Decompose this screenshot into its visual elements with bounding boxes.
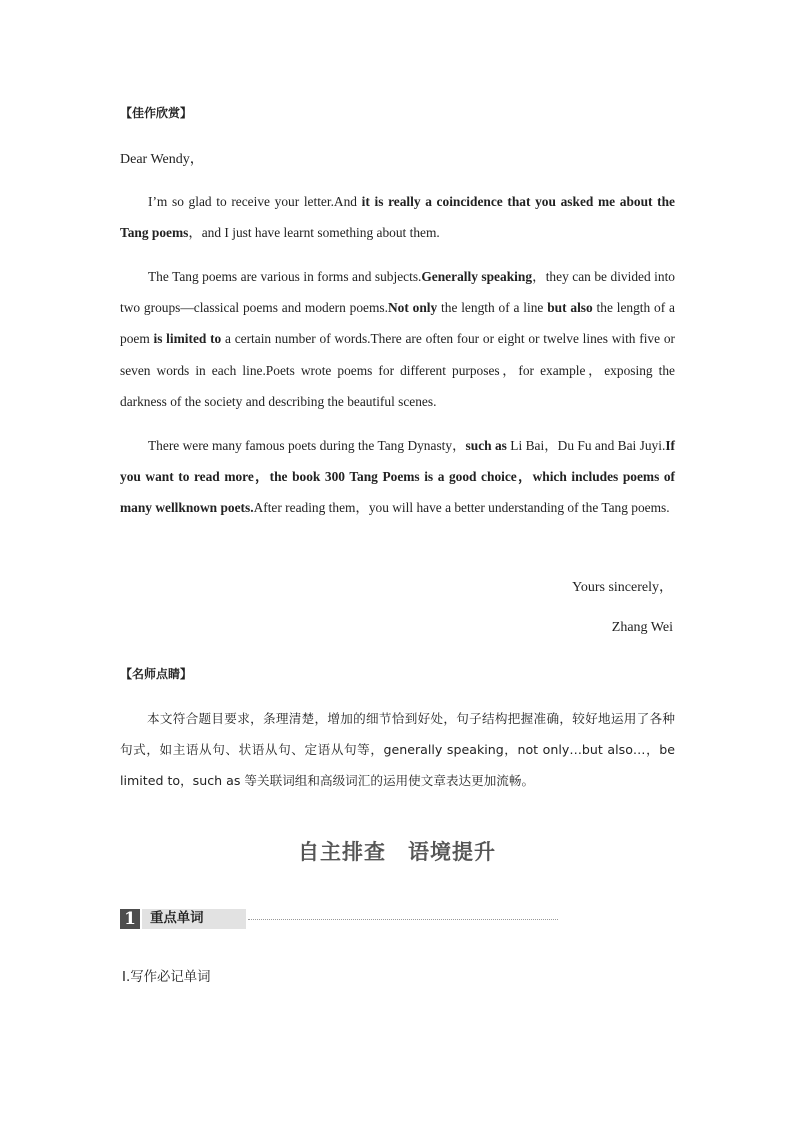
text-run: After reading them，you will have a better understanding of the Tang poems. — [253, 500, 670, 516]
tag-appreciation: 【佳作欣赏】 — [120, 106, 193, 120]
text-run: a certain number of words.There are often four or eight or twelve lines with five or seven words in each line.Poets wrote poems for different purposes，for example，exposing the darkness of the society and describing the beautiful scenes. — [120, 331, 675, 409]
letter-signature: Zhang Wei — [611, 620, 673, 635]
letter-paragraph-3 — [120, 430, 675, 524]
section-badge — [120, 909, 440, 929]
text-run: Li Bai，Du Fu and Bai Juyi. — [506, 438, 666, 453]
text-run: There were many famous poets during the Tang Dynasty， — [148, 438, 466, 453]
bold-run: Generally speaking — [421, 269, 533, 284]
letter-greeting: Dear Wendy， — [120, 152, 204, 167]
sub-heading: Ⅰ.写作必记单词 — [122, 970, 211, 985]
bold-run: but also — [547, 300, 593, 316]
bold-run: If you want to read more，the book 300 Tang Poems is a good choice，which includes poems of many wellknown poets. — [120, 438, 675, 516]
bold-run: is limited to — [153, 331, 222, 347]
letter-paragraph-1 — [120, 186, 675, 248]
letter-closing: Yours sincerely， — [572, 580, 673, 595]
badge-label: 重点单词 — [142, 909, 246, 929]
text-run: I’m so glad to receive your letter.And — [148, 194, 362, 209]
letter-paragraph-2 — [120, 261, 675, 417]
bold-run: Not only — [387, 300, 438, 316]
text-run: the length of a line — [437, 300, 548, 316]
text-run: The Tang poems are various in forms and subjects. — [148, 269, 422, 284]
teacher-comment: 本文符合题目要求，条理清楚，增加的细节恰到好处，句子结构把握准确，较好地运用了各种句式，如主语从句、状语从句、定语从句等，generally speaking，not only…but also…，be limited to，such as 等关联词组和高级词汇的运用使文章表达更加流畅。 — [120, 711, 675, 789]
tag-comment: 【名师点睛】 — [120, 667, 193, 681]
badge-divider — [248, 919, 558, 920]
text-run: ，they can be divided into two groups—classical poems and modern poems. — [120, 269, 675, 316]
bold-run: such as — [465, 438, 507, 453]
text-run: the length of a poem — [120, 300, 675, 347]
badge-number: 1 — [120, 909, 140, 929]
text-run: ，and I just have learnt something about them. — [188, 225, 440, 241]
section-title: 自主排查 语境提升 — [298, 840, 496, 864]
bold-run: it is really a coincidence that you asked me about the Tang poems — [120, 194, 675, 241]
